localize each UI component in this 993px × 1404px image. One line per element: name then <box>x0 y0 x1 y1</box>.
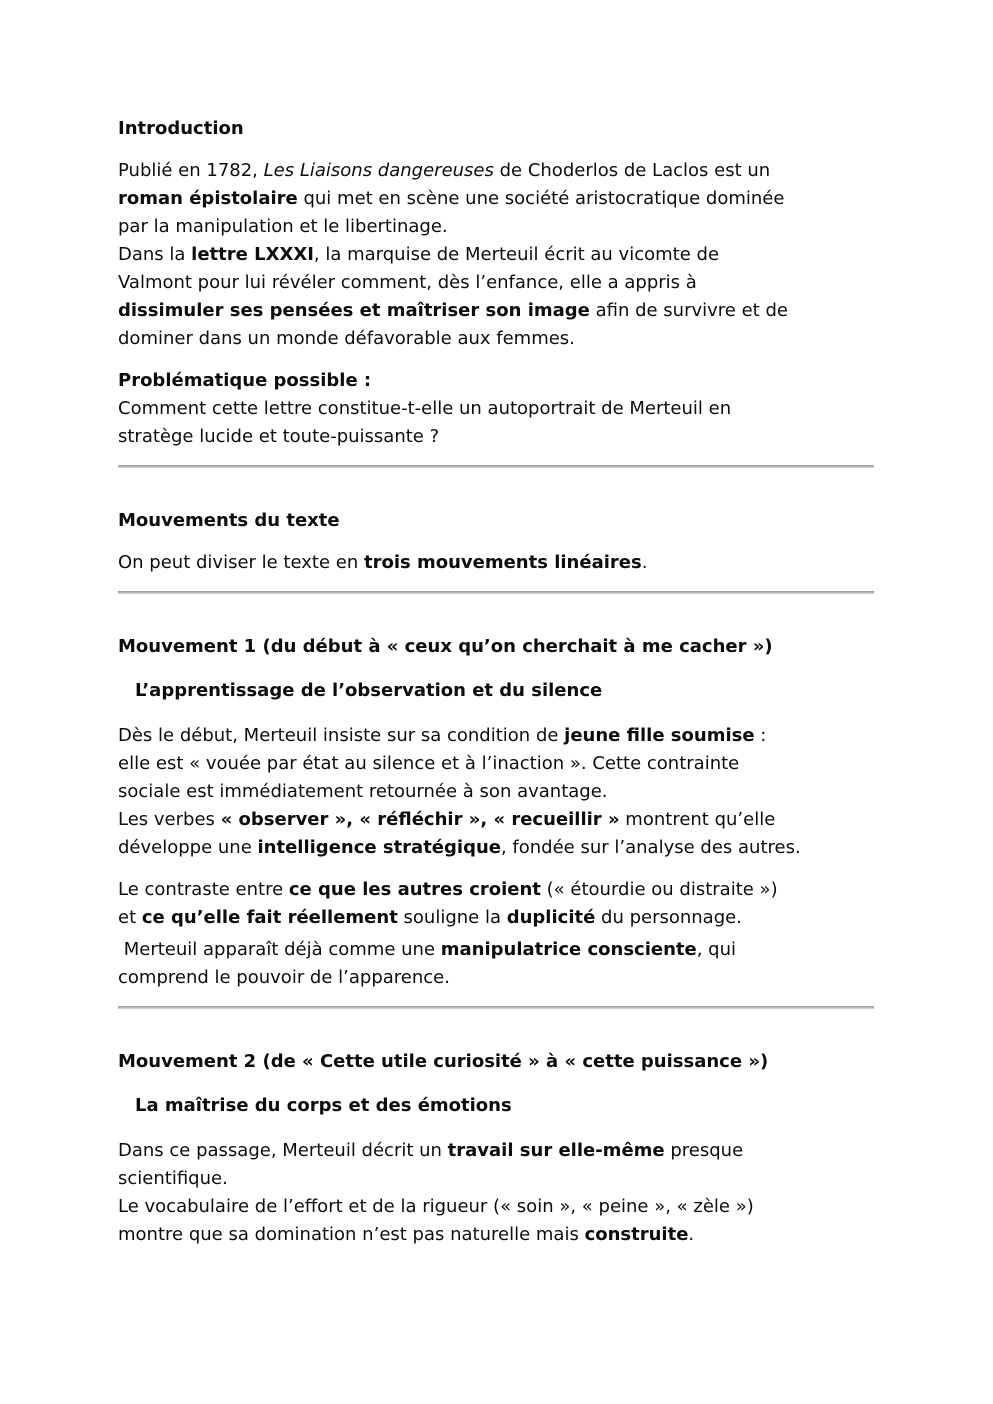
text-run: de Choderlos de Laclos est un <box>493 160 771 181</box>
text-run: Dès le début, Merteuil insiste sur sa condition de <box>118 725 565 746</box>
text-run: (« étourdie ou distraite ») <box>540 879 778 900</box>
text-run: roman épistolaire <box>118 188 298 209</box>
paragraph-mouvement-1-b <box>118 876 920 932</box>
heading-mouvement-1: Mouvement 1 (du début à « ceux qu’on cherchait à me cacher ») <box>118 636 773 657</box>
text-run: Valmont pour lui révéler comment, dès l’enfance, elle a appris à <box>118 272 697 293</box>
paragraph-mouvement-1-c <box>118 936 920 992</box>
paragraph-intro <box>118 157 920 353</box>
text-run: Le vocabulaire de l’effort et de la rigueur (« soin », « peine », « zèle ») <box>118 1196 754 1217</box>
text-run: presque <box>664 1140 744 1161</box>
section-divider <box>118 1006 874 1009</box>
paragraph-mouvement-1-a <box>118 722 920 862</box>
text-run: Le contraste entre <box>118 879 289 900</box>
text-run: ce qu’elle fait réellement <box>141 907 398 928</box>
text-run: souligne la <box>397 907 507 928</box>
text-run: afin de survivre et de <box>589 300 788 321</box>
paragraph-mouvements <box>118 549 920 577</box>
text-run: stratège lucide et toute-puissante ? <box>118 426 440 447</box>
text-run: dominer dans un monde défavorable aux femmes. <box>118 328 575 349</box>
subheading-mouvement-2: La maîtrise du corps et des émotions <box>135 1095 512 1116</box>
text-run: « observer », « réfléchir », « recueillir » <box>220 809 620 830</box>
text-run: elle est « vouée par état au silence et à l’inaction ». Cette contrainte <box>118 753 740 774</box>
text-run: duplicité <box>506 907 596 928</box>
paragraph-mouvement-2-a <box>118 1137 920 1249</box>
text-run: intelligence stratégique <box>257 837 501 858</box>
text-run: , qui <box>696 939 736 960</box>
text-run: Comment cette lettre constitue-t-elle un autoportrait de Merteuil en <box>118 398 732 419</box>
text-run: du personnage. <box>595 907 742 928</box>
text-run: sociale est immédiatement retournée à son avantage. <box>118 781 608 802</box>
text-run: travail sur elle-même <box>447 1140 665 1161</box>
text-run: Les Liaisons dangereuses <box>263 160 494 181</box>
text-run: trois mouvements linéaires <box>363 552 642 573</box>
text-run: Les verbes <box>118 809 221 830</box>
document-page <box>118 0 920 1263</box>
text-run: développe une <box>118 837 258 858</box>
text-run: Publié en 1782, <box>118 160 264 181</box>
text-run: lettre LXXXI <box>191 244 314 265</box>
text-run: . <box>688 1224 695 1245</box>
text-run: dissimuler ses pensées et maîtriser son image <box>118 300 590 321</box>
section-divider <box>118 591 874 594</box>
text-run: , fondée sur l’analyse des autres. <box>500 837 801 858</box>
text-run: Merteuil apparaît déjà comme une <box>118 939 441 960</box>
text-run: , la marquise de Merteuil écrit au vicomte de <box>313 244 720 265</box>
text-run: et <box>118 907 142 928</box>
section-divider <box>118 465 874 468</box>
text-run: Dans la <box>118 244 192 265</box>
text-run: jeune fille soumise <box>564 725 755 746</box>
heading-introduction: Introduction <box>118 118 244 139</box>
subheading-mouvement-1: L’apprentissage de l’observation et du silence <box>135 680 603 701</box>
paragraph-problematique <box>118 367 920 451</box>
text-run: Problématique possible : <box>118 370 372 391</box>
heading-mouvement-2: Mouvement 2 (de « Cette utile curiosité » à « cette puissance ») <box>118 1051 769 1072</box>
text-run: ce que les autres croient <box>288 879 541 900</box>
text-run: . <box>641 552 648 573</box>
heading-mouvements-du-texte: Mouvements du texte <box>118 510 340 531</box>
text-run: comprend le pouvoir de l’apparence. <box>118 967 450 988</box>
text-run: On peut diviser le texte en <box>118 552 364 573</box>
text-run: construite <box>584 1224 689 1245</box>
text-run: montrent qu’elle <box>619 809 776 830</box>
text-run: manipulatrice consciente <box>440 939 697 960</box>
text-run: qui met en scène une société aristocratique dominée <box>297 188 785 209</box>
text-run: scientifique. <box>118 1168 228 1189</box>
text-run: par la manipulation et le libertinage. <box>118 216 448 237</box>
text-run: : <box>754 725 767 746</box>
text-run: Dans ce passage, Merteuil décrit un <box>118 1140 448 1161</box>
text-run: montre que sa domination n’est pas naturelle mais <box>118 1224 585 1245</box>
